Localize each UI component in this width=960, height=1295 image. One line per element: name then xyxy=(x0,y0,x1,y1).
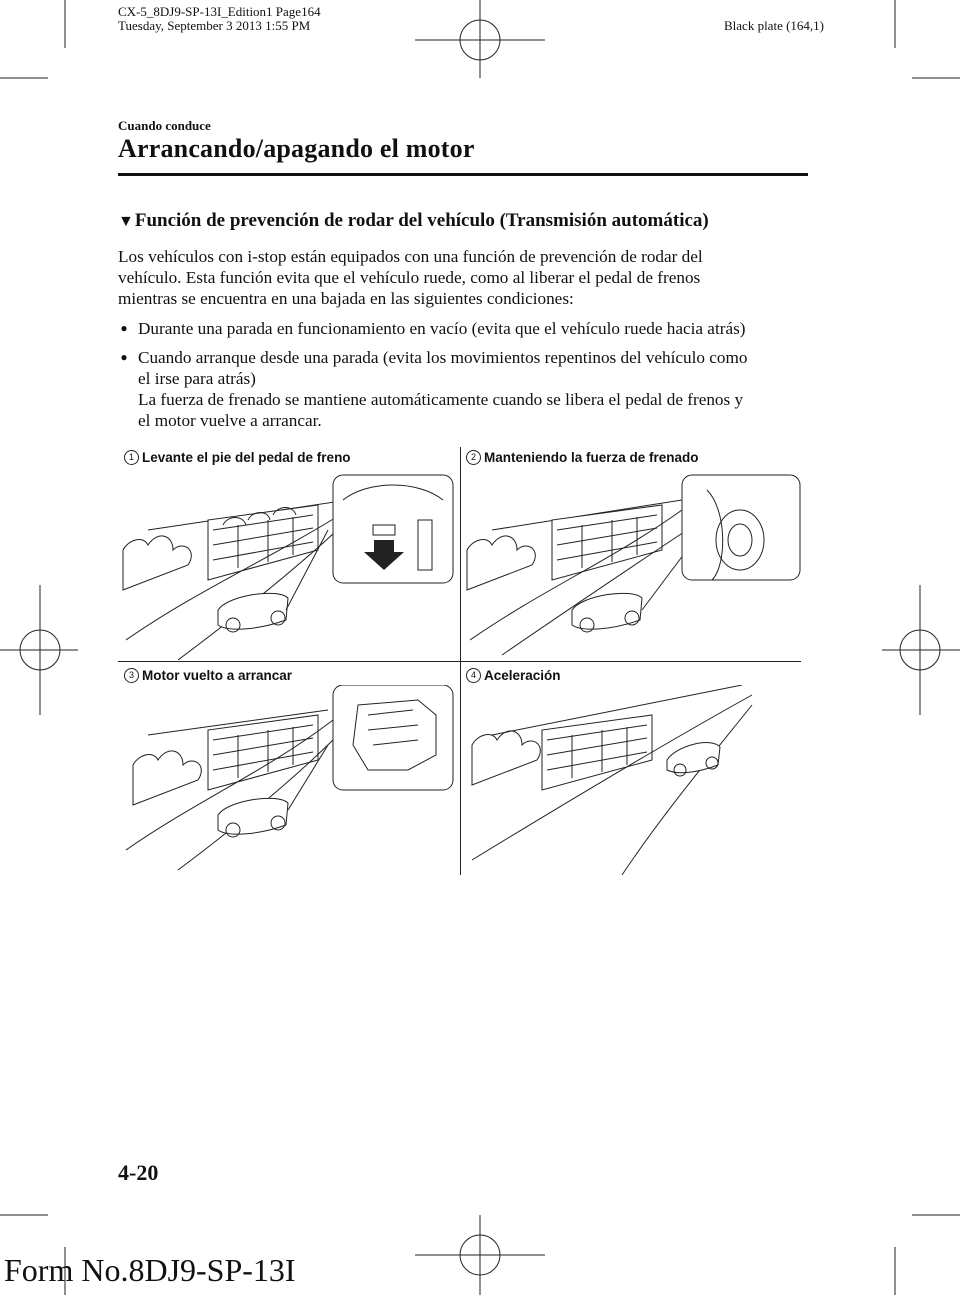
page-number: 4-20 xyxy=(118,1160,159,1185)
caption-text: Levante el pie del pedal de freno xyxy=(142,450,351,465)
title-rule xyxy=(118,173,808,176)
bullet-line: el irse para atrás) xyxy=(138,369,256,388)
step-number-icon: 2 xyxy=(466,450,481,465)
caption-text: Manteniendo la fuerza de frenado xyxy=(484,450,699,465)
page-title: Arrancando/apagando el motor xyxy=(118,134,475,163)
bullet-line: La fuerza de frenado se mantiene automáticamente cuando se libera el pedal de frenos y xyxy=(138,390,744,409)
header-plate: Black plate (164,1) xyxy=(724,18,824,33)
illustration-acceleration xyxy=(462,685,802,875)
illustration-engine-restart xyxy=(118,685,458,875)
figure-caption-1 xyxy=(124,450,351,465)
intro-line: mientras se encuentra en una bajada en las siguientes condiciones: xyxy=(118,289,574,308)
intro-line: Los vehículos con i-stop están equipados con una función de prevención de rodar del xyxy=(118,247,703,266)
bullet-icon: ● xyxy=(120,350,128,364)
form-number: Form No.8DJ9-SP-13I xyxy=(4,1252,296,1288)
bullet-list xyxy=(118,318,818,431)
section-label: Cuando conduce xyxy=(118,118,211,133)
step-number-icon: 4 xyxy=(466,668,481,683)
step-number-icon: 3 xyxy=(124,668,139,683)
bullet-line: Durante una parada en funcionamiento en vacío (evita que el vehículo ruede hacia atrás) xyxy=(138,319,746,338)
subheading-text: Función de prevención de rodar del vehículo (Transmisión automática) xyxy=(134,210,709,231)
step-number-icon: 1 xyxy=(124,450,139,465)
caption-text: Aceleración xyxy=(484,668,561,683)
list-item xyxy=(118,347,818,431)
subheading xyxy=(118,210,709,234)
header-date-line: Tuesday, September 3 2013 1:55 PM xyxy=(118,18,311,33)
figure-divider-horizontal xyxy=(118,661,801,662)
illustration-brake-release xyxy=(118,470,458,660)
list-item xyxy=(118,318,818,339)
intro-line: vehículo. Esta función evita que el vehículo ruede, como al liberar el pedal de frenos xyxy=(118,268,701,287)
bullet-icon: ● xyxy=(120,321,128,335)
illustration-brake-hold xyxy=(462,470,802,660)
figure-caption-2 xyxy=(466,450,699,465)
figure-caption-4 xyxy=(466,668,561,683)
bullet-line: Cuando arranque desde una parada (evita los movimientos repentinos del vehículo como xyxy=(138,348,748,367)
header-job-line: CX-5_8DJ9-SP-13I_Edition1 Page164 xyxy=(118,4,321,19)
bullet-line: el motor vuelve a arrancar. xyxy=(138,411,322,430)
figure-caption-3 xyxy=(124,668,292,683)
intro-paragraph xyxy=(118,246,818,309)
triangle-marker-icon: ▼ xyxy=(118,213,134,230)
caption-text: Motor vuelto a arrancar xyxy=(142,668,293,683)
